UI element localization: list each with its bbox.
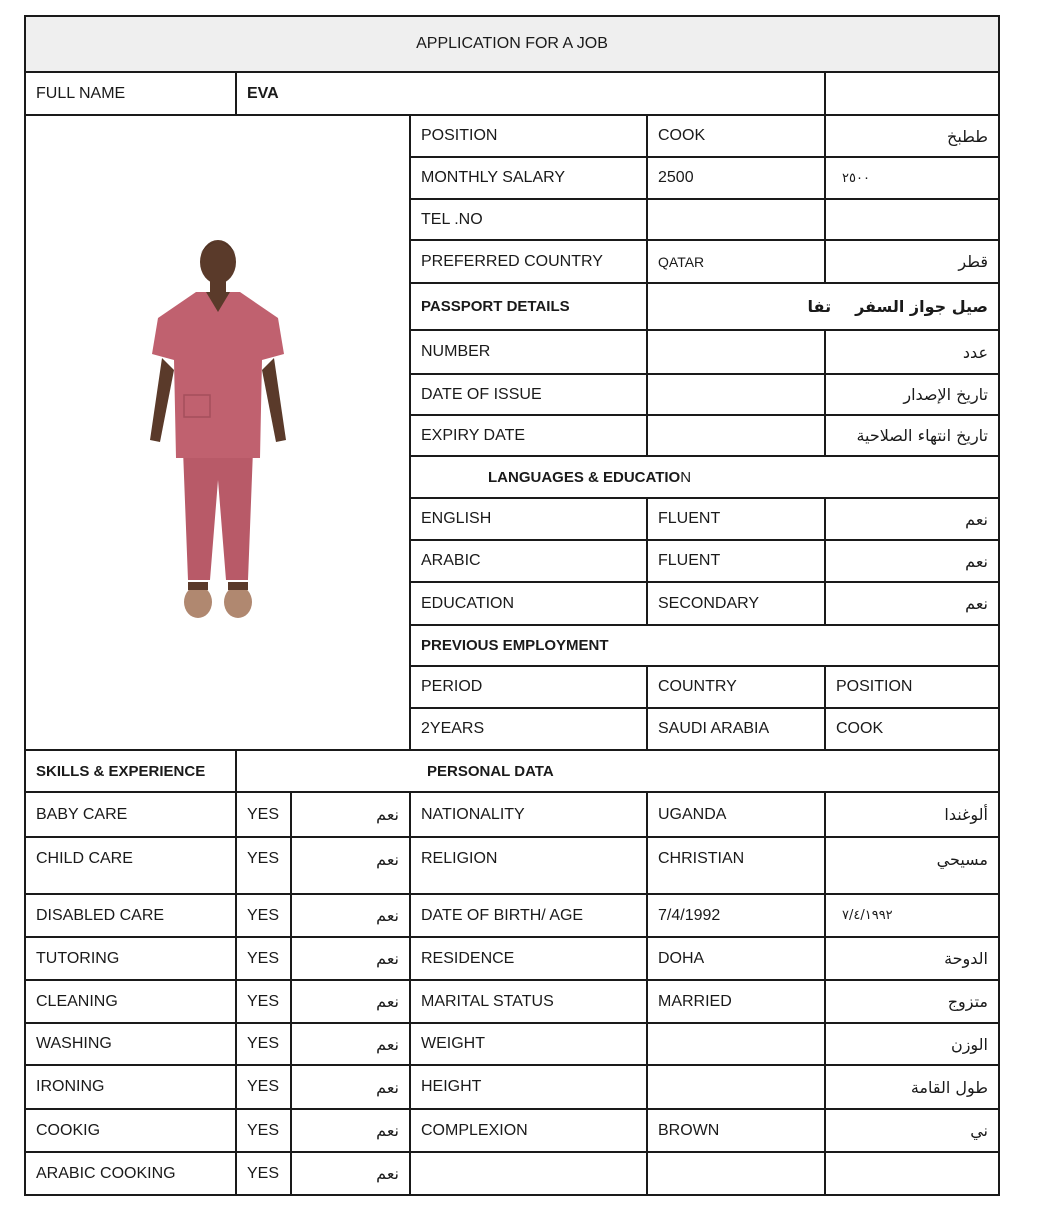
arabic-language-label: ARABIC: [410, 540, 647, 582]
form-title: APPLICATION FOR A JOB: [25, 16, 999, 72]
passport-heading-ar-2: تفا: [807, 297, 832, 316]
employment-country-value: SAUDI ARABIA: [647, 708, 825, 750]
personal-field-label: [410, 1152, 647, 1195]
passport-number-value: [647, 330, 825, 374]
position-value: COOK: [647, 115, 825, 157]
photo-cell: [25, 115, 410, 750]
personal-field-label: NATIONALITY: [410, 792, 647, 837]
preferred-country-arabic: قطر: [825, 240, 999, 283]
skill-label: IRONING: [25, 1065, 236, 1109]
skill-arabic: نعم: [291, 1152, 410, 1195]
skill-arabic: نعم: [291, 1109, 410, 1152]
skill-yes: YES: [236, 837, 291, 894]
employment-period-value: 2YEARS: [410, 708, 647, 750]
issue-date-arabic: تاريخ الإصدار: [825, 374, 999, 415]
employment-country-header: COUNTRY: [647, 666, 825, 708]
personal-field-label: HEIGHT: [410, 1065, 647, 1109]
job-application-form: [24, 15, 1000, 1196]
personal-field-value: CHRISTIAN: [647, 837, 825, 894]
languages-heading: [410, 456, 999, 498]
passport-number-arabic: عدد: [825, 330, 999, 374]
english-arabic: نعم: [825, 498, 999, 540]
personal-field-label: DATE OF BIRTH/ AGE: [410, 894, 647, 937]
skill-arabic: نعم: [291, 1023, 410, 1065]
personal-data-heading: PERSONAL DATA: [236, 750, 999, 792]
expiry-date-value: [647, 415, 825, 456]
tel-value: [647, 199, 825, 240]
employment-heading: PREVIOUS EMPLOYMENT: [410, 625, 999, 666]
personal-field-value: [647, 1023, 825, 1065]
education-value: SECONDARY: [647, 582, 825, 625]
skill-label: ARABIC COOKING: [25, 1152, 236, 1195]
employment-position-header: POSITION: [825, 666, 999, 708]
languages-heading-main: LANGUAGES & EDUCATIO: [488, 468, 681, 486]
passport-heading-arabic: [647, 283, 999, 330]
issue-date-label: DATE OF ISSUE: [410, 374, 647, 415]
skill-yes: YES: [236, 980, 291, 1023]
preferred-country-label: PREFERRED COUNTRY: [410, 240, 647, 283]
skill-arabic: نعم: [291, 937, 410, 980]
full-name-value: EVA: [236, 72, 825, 115]
personal-field-value: BROWN: [647, 1109, 825, 1152]
english-label: ENGLISH: [410, 498, 647, 540]
personal-field-value: [647, 1152, 825, 1195]
skill-arabic: نعم: [291, 894, 410, 937]
full-name-label: FULL NAME: [25, 72, 236, 115]
skill-arabic: نعم: [291, 837, 410, 894]
education-arabic: نعم: [825, 582, 999, 625]
education-label: EDUCATION: [410, 582, 647, 625]
skill-label: DISABLED CARE: [25, 894, 236, 937]
personal-field-value: [647, 1065, 825, 1109]
personal-field-label: COMPLEXION: [410, 1109, 647, 1152]
skill-yes: YES: [236, 1065, 291, 1109]
salary-label: MONTHLY SALARY: [410, 157, 647, 199]
personal-field-value: 7/4/1992: [647, 894, 825, 937]
skill-label: CHILD CARE: [25, 837, 236, 894]
english-value: FLUENT: [647, 498, 825, 540]
personal-field-label: WEIGHT: [410, 1023, 647, 1065]
tel-label: TEL .NO: [410, 199, 647, 240]
personal-field-value: MARRIED: [647, 980, 825, 1023]
skills-heading: SKILLS & EXPERIENCE: [25, 750, 236, 792]
skill-arabic: نعم: [291, 1065, 410, 1109]
skill-yes: YES: [236, 937, 291, 980]
personal-field-arabic: الوزن: [825, 1023, 999, 1065]
arabic-language-value: FLUENT: [647, 540, 825, 582]
applicant-photo: [148, 230, 288, 630]
personal-field-label: MARITAL STATUS: [410, 980, 647, 1023]
languages-heading-tail: N: [680, 468, 692, 486]
expiry-date-label: EXPIRY DATE: [410, 415, 647, 456]
personal-field-arabic: ٧/٤/١٩٩٢: [825, 894, 999, 937]
skill-label: WASHING: [25, 1023, 236, 1065]
skill-yes: YES: [236, 894, 291, 937]
personal-field-arabic: متزوج: [825, 980, 999, 1023]
employment-position-value: COOK: [825, 708, 999, 750]
skill-label: TUTORING: [25, 937, 236, 980]
personal-field-value: UGANDA: [647, 792, 825, 837]
skill-yes: YES: [236, 792, 291, 837]
personal-field-arabic: طول القامة: [825, 1065, 999, 1109]
personal-field-label: RELIGION: [410, 837, 647, 894]
full-name-empty: [825, 72, 999, 115]
skill-yes: YES: [236, 1023, 291, 1065]
skill-label: COOKIG: [25, 1109, 236, 1152]
personal-field-arabic: الدوحة: [825, 937, 999, 980]
skill-yes: YES: [236, 1152, 291, 1195]
preferred-country-value: QATAR: [647, 240, 825, 283]
personal-field-value: DOHA: [647, 937, 825, 980]
personal-field-label: RESIDENCE: [410, 937, 647, 980]
expiry-date-arabic: تاريخ انتهاء الصلاحية: [825, 415, 999, 456]
personal-field-arabic: [825, 1152, 999, 1195]
position-label: POSITION: [410, 115, 647, 157]
employment-period-header: PERIOD: [410, 666, 647, 708]
skill-arabic: نعم: [291, 980, 410, 1023]
tel-arabic: [825, 199, 999, 240]
personal-field-arabic: ني: [825, 1109, 999, 1152]
arabic-language-arabic: نعم: [825, 540, 999, 582]
passport-heading: PASSPORT DETAILS: [410, 283, 647, 330]
salary-arabic: ٢٥٠٠: [825, 157, 999, 199]
issue-date-value: [647, 374, 825, 415]
skill-yes: YES: [236, 1109, 291, 1152]
skill-label: BABY CARE: [25, 792, 236, 837]
skill-label: CLEANING: [25, 980, 236, 1023]
personal-field-arabic: ألوغندا: [825, 792, 999, 837]
personal-field-arabic: مسيحي: [825, 837, 999, 894]
salary-value: 2500: [647, 157, 825, 199]
passport-number-label: NUMBER: [410, 330, 647, 374]
skill-arabic: نعم: [291, 792, 410, 837]
passport-heading-ar-1: صيل جواز السفر: [855, 297, 988, 316]
position-arabic: ططبخ: [825, 115, 999, 157]
